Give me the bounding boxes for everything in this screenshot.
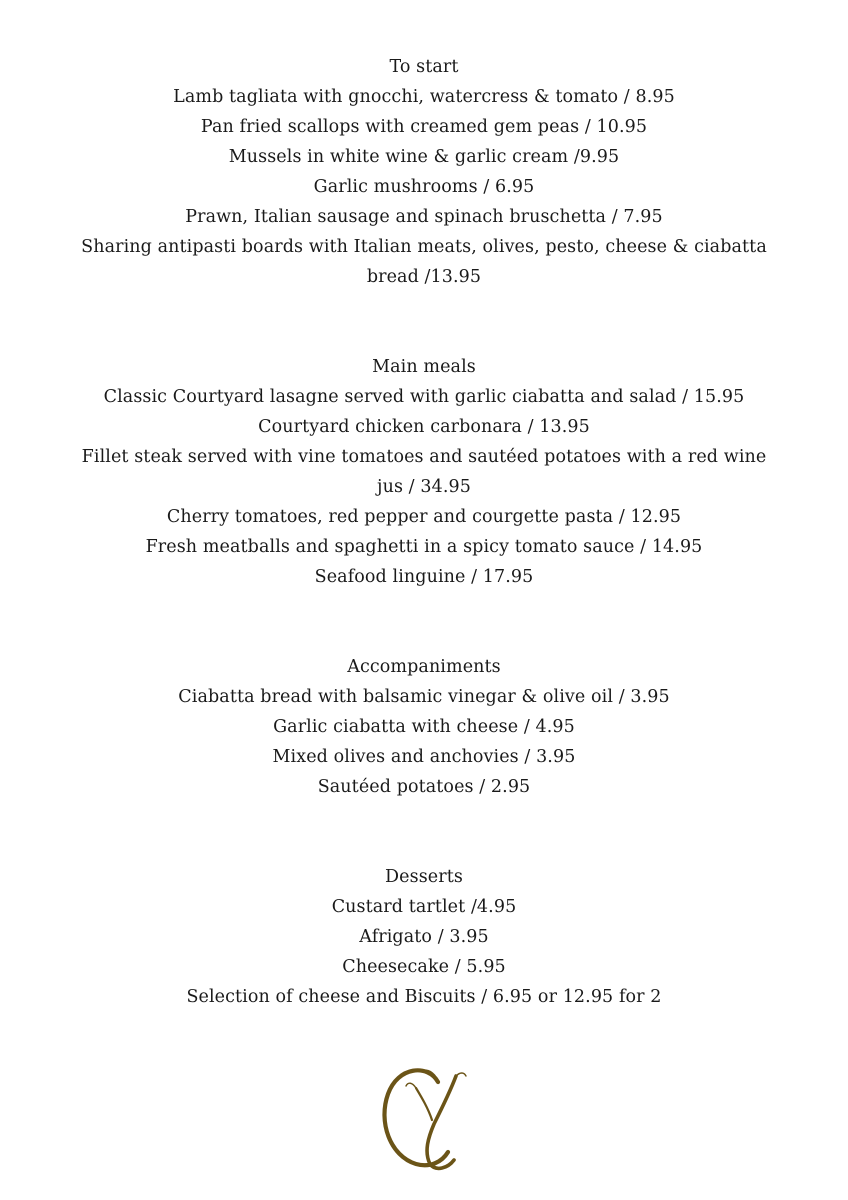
menu-item: Garlic mushrooms / 6.95 [313,177,535,197]
section-title: Desserts [385,867,463,887]
menu-item: Sharing antipasti boards with Italian meats, olives, pesto, cheese & ciabatta bread /13.95 [81,237,767,287]
menu-item: Mussels in white wine & garlic cream /9.95 [228,147,620,167]
menu-item: Mixed olives and anchovies / 3.95 [272,747,576,767]
menu-item: Cherry tomatoes, red pepper and courgette pasta / 12.95 [166,507,682,527]
menu-item: Afrigato / 3.95 [359,927,489,947]
section-desserts [0,862,848,1012]
section-title: To start [389,57,459,77]
menu-item: Fresh meatballs and spaghetti in a spicy tomato sauce / 14.95 [145,537,703,557]
menu-item: Selection of cheese and Biscuits / 6.95 or 12.95 for 2 [186,987,662,1007]
section-main-meals [0,352,848,592]
section-title: Accompaniments [347,657,501,677]
section-to-start [0,52,848,292]
section-accompaniments [0,652,848,802]
menu-item: Lamb tagliata with gnocchi, watercress & tomato / 8.95 [173,87,675,107]
menu-item: Sautéed potatoes / 2.95 [317,777,531,797]
menu-item: Fillet steak served with vine tomatoes and sautéed potatoes with a red wine jus / 34.95 [81,447,767,497]
menu-item: Custard tartlet /4.95 [331,897,517,917]
courtyard-monogram-logo-icon [376,1060,472,1172]
menu-item: Cheesecake / 5.95 [342,957,506,977]
menu-item: Pan fried scallops with creamed gem peas / 10.95 [200,117,648,137]
menu-item: Prawn, Italian sausage and spinach bruschetta / 7.95 [185,207,663,227]
menu-item: Garlic ciabatta with cheese / 4.95 [273,717,575,737]
menu-item: Courtyard chicken carbonara / 13.95 [258,417,590,437]
menu-item: Seafood linguine / 17.95 [314,567,534,587]
menu-document [0,52,848,1012]
menu-item: Ciabatta bread with balsamic vinegar & olive oil / 3.95 [178,687,670,707]
section-title: Main meals [372,357,476,377]
menu-item: Classic Courtyard lasagne served with garlic ciabatta and salad / 15.95 [103,387,745,407]
